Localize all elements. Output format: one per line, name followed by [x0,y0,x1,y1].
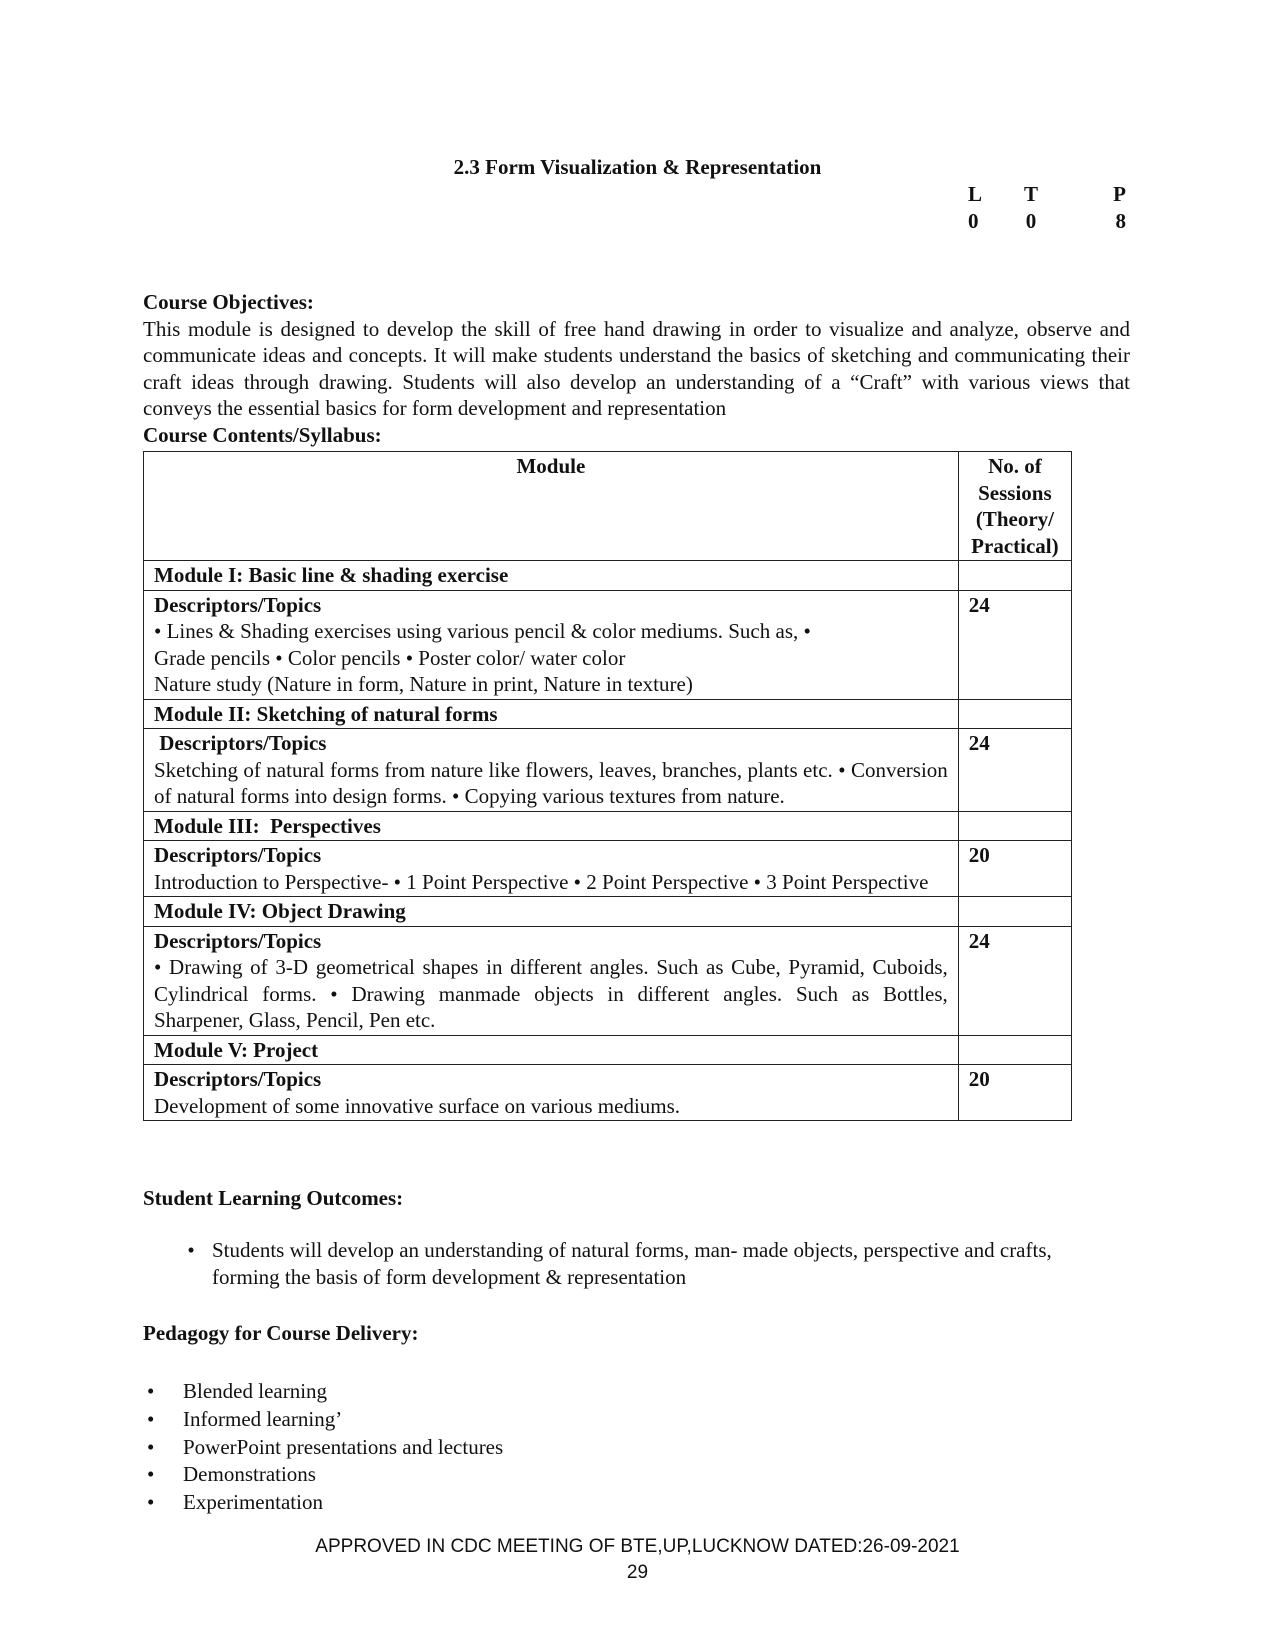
bullet-icon: • [147,1462,155,1487]
outcome-text: Students will develop an understanding of natural forms, man- made objects, perspective and crafts, forming the basis of form development & representation [212,1238,1052,1289]
objectives-section [143,289,1130,448]
descriptors-heading: Descriptors/Topics [154,731,327,755]
module-title-row [144,811,1072,841]
sessions-count: 20 [958,841,1071,897]
ltp-value-t: 0 [1025,209,1037,233]
descriptor-line: Nature study (Nature in form, Nature in print, Nature in texture) [154,672,693,696]
list-item [143,1406,503,1434]
ltp-headers [968,182,1138,209]
page-title: 2.3 Form Visualization & Representation [453,155,822,179]
module-desc-row [144,926,1072,1035]
bullet-icon: • [147,1379,155,1403]
ltp-header-l: L [968,182,983,206]
pedagogy-item: Informed learning’ [183,1406,343,1431]
header-sessions-line: Practical) [971,533,1059,558]
descriptor-text: Sketching of natural forms from nature like flowers, leaves, branches, plants etc. • Conversion of natural forms into design forms. • Copying various textures from nature. [154,757,948,808]
bullet-icon: • [147,1406,155,1431]
ltp-values [968,209,1138,236]
ltp-header-t: T [1023,182,1038,206]
module-title: Module IV: Object Drawing [144,897,959,927]
module-title-row [144,699,1072,729]
bullet-icon: • [147,1490,155,1515]
bullet-icon: • [187,1238,195,1262]
header-module: Module [144,452,959,561]
descriptors-heading: Descriptors/Topics [154,928,322,953]
pedagogy-item: Experimentation [183,1490,323,1515]
descriptors-heading: Descriptors/Topics [154,592,322,617]
header-sessions-line: (Theory/ [975,507,1054,531]
descriptor-line: • Lines & Shading exercises using various pencil & color mediums. Such as, • [154,619,811,643]
sessions-count: 24 [958,926,1071,1035]
empty-cell [958,811,1071,841]
descriptor-text: Introduction to Perspective- • 1 Point Perspective • 2 Point Perspective • 3 Point Perspective [154,869,929,894]
descriptor-line: Grade pencils • Color pencils • Poster color/ water color [154,645,626,670]
objectives-heading: Course Objectives: [143,290,314,314]
empty-cell [958,897,1071,927]
descriptor-text: • Drawing of 3-D geometrical shapes in different angles. Such as Cube, Pyramid, Cuboids, Cylindrical forms. • Drawing manmade objects in different angles. Such as Bottles, Sharpener, Glass, Pencil, Pen etc. [154,955,948,1032]
bullet-icon: • [147,1434,155,1459]
module-title-row [144,1035,1072,1065]
module-desc-row [144,729,1072,812]
module-descriptors [144,926,959,1035]
module-title: Module II: Sketching of natural forms [144,699,959,729]
pedagogy-heading: Pedagogy for Course Delivery: [143,1321,419,1345]
sessions-count: 20 [958,1065,1071,1121]
descriptor-text: Development of some innovative surface on various mediums. [154,1093,681,1118]
module-title-row [144,561,1072,591]
pedagogy-list [143,1378,503,1517]
header-sessions-line: No. of [988,454,1042,478]
module-desc-row [144,841,1072,897]
objectives-text: This module is designed to develop the skill of free hand drawing in order to visualize and analyze, observe and communicate ideas and concepts. It will make students understand the basics of sketching and communicating their craft ideas through drawing. Students will also develop an understanding of a “Craft” with various views that conveys the essential basics for form development and representation [143,316,1130,420]
descriptors-heading: Descriptors/Topics [154,843,322,867]
module-descriptors [144,590,959,699]
ltp-header-p: P [1113,182,1126,206]
ltp-value-l: 0 [968,209,979,233]
module-title: Module V: Project [144,1035,959,1065]
outcomes-list [170,1237,1110,1290]
empty-cell [958,1035,1071,1065]
sessions-count: 24 [958,729,1071,812]
table-header-row [144,452,1072,561]
module-descriptors [144,1065,959,1121]
list-item [143,1378,503,1406]
module-desc-row [144,1065,1072,1121]
approval-note: APPROVED IN CDC MEETING OF BTE,UP,LUCKNOW DATED:26-09-2021 [315,1536,960,1557]
syllabus-table [143,451,1072,1121]
list-item [143,1461,503,1489]
module-title: Module I: Basic line & shading exercise [144,561,959,591]
list-item [143,1434,503,1462]
pedagogy-item: Demonstrations [183,1462,316,1487]
pedagogy-item: PowerPoint presentations and lectures [183,1434,504,1459]
empty-cell [958,699,1071,729]
module-descriptors [144,729,959,812]
descriptors-heading: Descriptors/Topics [154,1067,322,1091]
ltp-value-p: 8 [1115,209,1126,233]
header-sessions [958,452,1071,561]
module-title: Module III: Perspectives [144,811,959,841]
contents-heading: Course Contents/Syllabus: [143,422,382,447]
page-number: 29 [626,1562,649,1583]
list-item [143,1489,503,1517]
pedagogy-item: Blended learning [183,1379,328,1403]
sessions-count: 24 [958,590,1071,699]
header-sessions-line: Sessions [978,480,1052,505]
list-item [170,1237,1110,1290]
module-desc-row [144,590,1072,699]
outcomes-heading: Student Learning Outcomes: [143,1186,404,1210]
module-descriptors [144,841,959,897]
ltp-credits [968,182,1138,236]
empty-cell [958,561,1071,591]
page-footer [0,1534,1275,1586]
module-title-row [144,897,1072,927]
